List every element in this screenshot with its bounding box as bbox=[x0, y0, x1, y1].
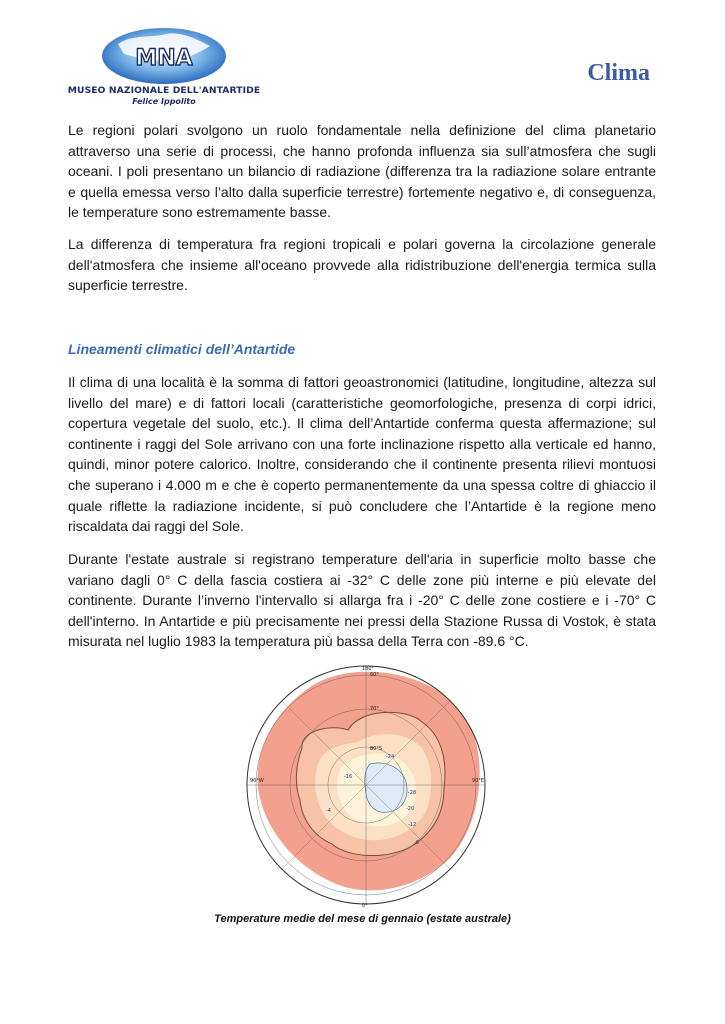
lat-label: 70° bbox=[370, 706, 379, 712]
intro-paragraph: Le regioni polari svolgono un ruolo fondamentale nella definizione del clima planetario attraverso una serie di processi, che hanno profonda influenza sia sull’atmosfera che sugli oceani. I poli presentano un bilancio di radiazione (differenza tra la radiazione solare entrante e quella emessa verso l’alto dalla superficie terrestre) fortemente negativo e, di conseguenza, le temperature sono estremamente basse. bbox=[68, 122, 656, 221]
climate-factors-paragraph: Il clima di una località è la somma di fattori geoastronomici (latitudine, longitudine, altezza sul livello del mare) e di fattori locali (caratteristiche geomorfologiche, presenza di corpi idrici, copertura vegetale del suolo, etc.). Il clima dell’Antartide conferma questa affermazione; sul continente i raggi del Sole arrivano con una forte inclinazione rispetto alla verticale ed hanno, quindi, minor potere calorico. Inoltre, considerando che il continente presenta rilievi montuosi che superano i 4.000 m e che è coperto permanentemente da una spessa coltre di ghiaccio il quale riflette la radiazione incidente, si può concludere che l’Antartide è la regione meno riscaldata dai raggi del Sole. bbox=[68, 374, 656, 535]
antarctica-map-svg bbox=[236, 660, 496, 910]
museum-logo bbox=[66, 22, 262, 104]
isotherm-label: -4 bbox=[326, 808, 331, 814]
isotherm-label: -20 bbox=[406, 806, 415, 812]
temperature-map bbox=[236, 660, 496, 910]
logo-globe-icon bbox=[66, 22, 262, 86]
logo-title: MUSEO NAZIONALE DELL'ANTARTIDE bbox=[67, 85, 261, 96]
isotherm-label: -28 bbox=[408, 790, 417, 796]
logo-mark: MNA bbox=[135, 46, 193, 71]
lon-label: 90°W bbox=[250, 778, 264, 784]
page-title: Clima bbox=[587, 60, 650, 86]
lon-label: 0° bbox=[362, 903, 368, 909]
isotherm-label: -8 bbox=[414, 840, 419, 846]
lat-label: 80°S bbox=[370, 746, 383, 752]
lat-label: 60° bbox=[370, 672, 379, 678]
circulation-paragraph: La differenza di temperatura fra regioni tropicali e polari governa la circolazione generale dell'atmosfera che insieme all'oceano provvede alla ridistribuzione dell'energia termica sulla superficie terrestre. bbox=[68, 236, 656, 294]
logo-subtitle: Felice Ippolito bbox=[132, 97, 196, 106]
lon-label: 90°E bbox=[472, 778, 485, 784]
section-heading: Lineamenti climatici dell’Antartide bbox=[68, 341, 296, 357]
figure-caption: Temperature medie del mese di gennaio (estate australe) bbox=[214, 913, 511, 925]
temperatures-paragraph: Durante l'estate australe si registrano temperature dell'aria in superficie molto basse che variano dagli 0° C della fascia costiera ai -32° C delle zone più interne e più elevate del continente. Durante l’inverno l'intervallo si allarga fra i -20° C delle zone costiere e i -70° C dell'interno. In Antartide e più precisamente nei pressi della Stazione Russa di Vostok, è stata misurata nel luglio 1983 la temperatura più bassa della Terra con -89.6 °C. bbox=[68, 551, 656, 650]
isotherm-label: -24 bbox=[386, 754, 395, 760]
isotherm-label: -12 bbox=[408, 822, 417, 828]
isotherm-label: -16 bbox=[344, 774, 353, 780]
lon-label: 180° bbox=[362, 666, 375, 672]
